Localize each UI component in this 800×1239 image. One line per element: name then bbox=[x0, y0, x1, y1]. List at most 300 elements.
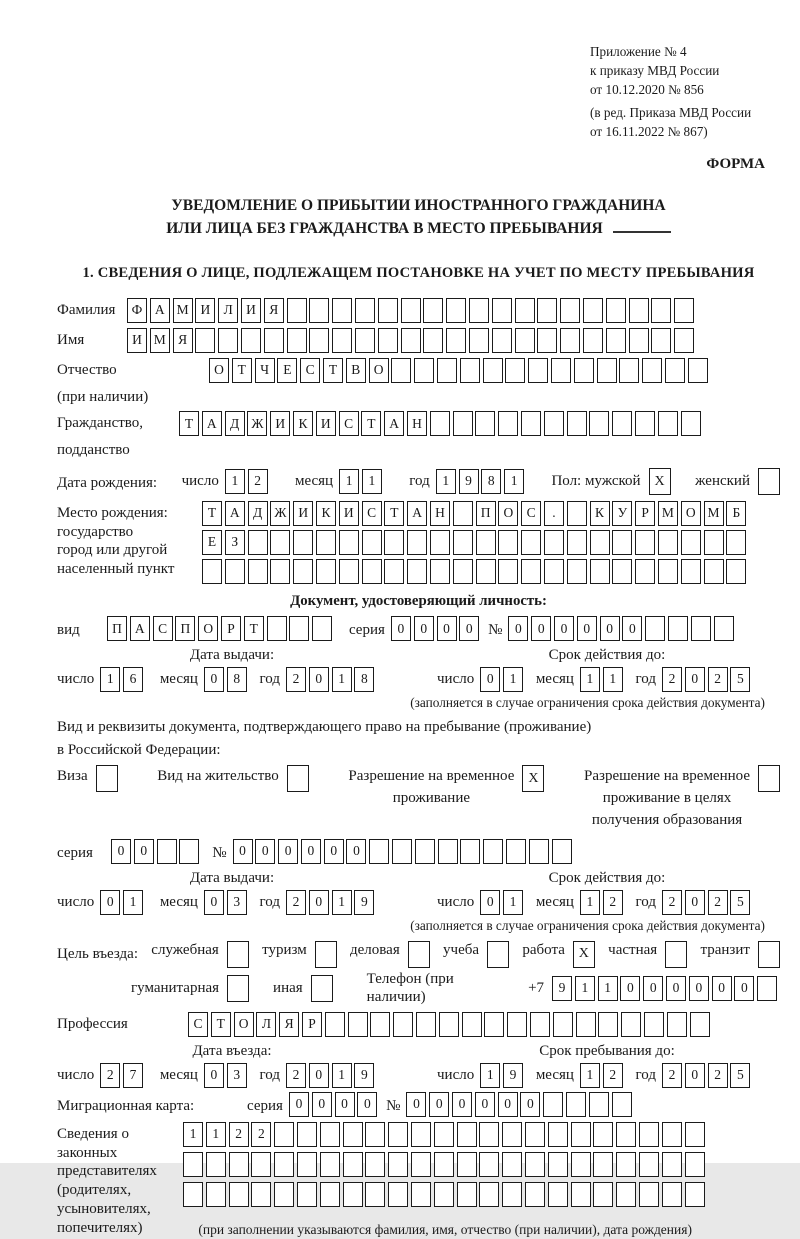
form-cell[interactable] bbox=[529, 839, 549, 864]
form-cell[interactable]: Ч bbox=[255, 358, 275, 383]
form-cell[interactable]: Б bbox=[726, 501, 746, 526]
form-cell[interactable]: А bbox=[384, 411, 404, 436]
form-cell[interactable] bbox=[571, 1152, 591, 1177]
form-cell[interactable] bbox=[457, 1182, 477, 1207]
form-cell[interactable] bbox=[658, 530, 678, 555]
form-cell[interactable] bbox=[665, 358, 685, 383]
form-cell[interactable]: И bbox=[316, 411, 336, 436]
form-cell[interactable] bbox=[544, 559, 564, 584]
form-cell[interactable] bbox=[668, 616, 688, 641]
checkbox-female[interactable] bbox=[758, 468, 780, 495]
form-cell[interactable]: 6 bbox=[123, 667, 143, 692]
form-cell[interactable] bbox=[567, 411, 587, 436]
form-cell[interactable] bbox=[270, 530, 290, 555]
form-cell[interactable]: Т bbox=[232, 358, 252, 383]
form-cell[interactable] bbox=[325, 1012, 345, 1037]
form-cell[interactable] bbox=[365, 1152, 385, 1177]
form-cell[interactable]: 0 bbox=[357, 1092, 377, 1117]
form-cell[interactable] bbox=[407, 559, 427, 584]
form-cell[interactable] bbox=[525, 1122, 545, 1147]
form-cell[interactable] bbox=[651, 298, 671, 323]
checkbox-commercial[interactable] bbox=[408, 941, 430, 968]
form-cell[interactable] bbox=[612, 411, 632, 436]
form-cell[interactable]: 0 bbox=[414, 616, 434, 641]
form-cell[interactable]: М bbox=[150, 328, 170, 353]
form-cell[interactable]: Т bbox=[202, 501, 222, 526]
form-cell[interactable]: 0 bbox=[312, 1092, 332, 1117]
form-cell[interactable]: 1 bbox=[580, 890, 600, 915]
form-cell[interactable] bbox=[378, 298, 398, 323]
form-cell[interactable] bbox=[704, 530, 724, 555]
form-cell[interactable] bbox=[462, 1012, 482, 1037]
form-cell[interactable]: А bbox=[150, 298, 170, 323]
checkbox-private[interactable] bbox=[665, 941, 687, 968]
form-cell[interactable] bbox=[644, 1012, 664, 1037]
form-cell[interactable] bbox=[332, 328, 352, 353]
form-cell[interactable]: 1 bbox=[206, 1122, 226, 1147]
form-cell[interactable] bbox=[355, 328, 375, 353]
form-cell[interactable] bbox=[567, 501, 587, 526]
form-cell[interactable]: О bbox=[369, 358, 389, 383]
form-cell[interactable] bbox=[453, 501, 473, 526]
form-cell[interactable] bbox=[430, 559, 450, 584]
form-cell[interactable]: О bbox=[681, 501, 701, 526]
form-cell[interactable]: Р bbox=[221, 616, 241, 641]
form-cell[interactable]: С bbox=[339, 411, 359, 436]
checkbox-business[interactable] bbox=[227, 941, 249, 968]
form-cell[interactable]: 2 bbox=[662, 667, 682, 692]
form-cell[interactable] bbox=[726, 530, 746, 555]
form-cell[interactable]: 0 bbox=[600, 616, 620, 641]
form-cell[interactable] bbox=[621, 1012, 641, 1037]
form-cell[interactable]: 2 bbox=[708, 1063, 728, 1088]
form-cell[interactable] bbox=[457, 1152, 477, 1177]
form-cell[interactable]: 0 bbox=[278, 839, 298, 864]
form-cell[interactable]: 1 bbox=[332, 1063, 352, 1088]
form-cell[interactable] bbox=[355, 298, 375, 323]
form-cell[interactable]: Я bbox=[264, 298, 284, 323]
form-cell[interactable]: 0 bbox=[685, 667, 705, 692]
form-cell[interactable]: 0 bbox=[111, 839, 131, 864]
form-cell[interactable]: И bbox=[241, 298, 261, 323]
form-cell[interactable]: 5 bbox=[730, 667, 750, 692]
form-cell[interactable]: 0 bbox=[346, 839, 366, 864]
form-cell[interactable]: 2 bbox=[603, 890, 623, 915]
form-cell[interactable]: 1 bbox=[339, 469, 359, 494]
form-cell[interactable]: Т bbox=[211, 1012, 231, 1037]
form-cell[interactable] bbox=[548, 1122, 568, 1147]
form-cell[interactable]: 9 bbox=[552, 976, 572, 1001]
form-cell[interactable] bbox=[460, 358, 480, 383]
form-cell[interactable] bbox=[593, 1182, 613, 1207]
form-cell[interactable]: 1 bbox=[332, 890, 352, 915]
form-cell[interactable]: 0 bbox=[391, 616, 411, 641]
form-cell[interactable]: 1 bbox=[575, 976, 595, 1001]
form-cell[interactable] bbox=[691, 616, 711, 641]
checkbox-other[interactable] bbox=[311, 975, 333, 1002]
form-cell[interactable] bbox=[567, 559, 587, 584]
form-cell[interactable] bbox=[658, 559, 678, 584]
form-cell[interactable]: О bbox=[234, 1012, 254, 1037]
form-cell[interactable] bbox=[469, 328, 489, 353]
form-cell[interactable]: 1 bbox=[603, 667, 623, 692]
form-cell[interactable]: 0 bbox=[643, 976, 663, 1001]
form-cell[interactable] bbox=[498, 530, 518, 555]
form-cell[interactable] bbox=[411, 1122, 431, 1147]
form-cell[interactable] bbox=[320, 1182, 340, 1207]
form-cell[interactable]: 2 bbox=[286, 1063, 306, 1088]
form-cell[interactable] bbox=[287, 298, 307, 323]
form-cell[interactable] bbox=[505, 358, 525, 383]
form-cell[interactable] bbox=[267, 616, 287, 641]
form-cell[interactable]: 1 bbox=[436, 469, 456, 494]
form-cell[interactable]: . bbox=[544, 501, 564, 526]
form-cell[interactable] bbox=[685, 1122, 705, 1147]
form-cell[interactable] bbox=[515, 328, 535, 353]
form-cell[interactable]: 2 bbox=[286, 667, 306, 692]
form-cell[interactable] bbox=[681, 530, 701, 555]
form-cell[interactable] bbox=[401, 328, 421, 353]
form-cell[interactable]: И bbox=[195, 298, 215, 323]
form-cell[interactable]: 0 bbox=[204, 890, 224, 915]
form-cell[interactable] bbox=[415, 839, 435, 864]
form-cell[interactable]: Р bbox=[302, 1012, 322, 1037]
form-cell[interactable]: 0 bbox=[520, 1092, 540, 1117]
form-cell[interactable] bbox=[309, 328, 329, 353]
form-cell[interactable] bbox=[506, 839, 526, 864]
form-cell[interactable] bbox=[567, 530, 587, 555]
form-cell[interactable] bbox=[437, 358, 457, 383]
form-cell[interactable]: 1 bbox=[580, 667, 600, 692]
form-cell[interactable] bbox=[179, 839, 199, 864]
form-cell[interactable] bbox=[515, 298, 535, 323]
form-cell[interactable] bbox=[726, 559, 746, 584]
form-cell[interactable] bbox=[312, 616, 332, 641]
form-cell[interactable] bbox=[229, 1182, 249, 1207]
form-cell[interactable] bbox=[606, 328, 626, 353]
form-cell[interactable] bbox=[388, 1152, 408, 1177]
form-cell[interactable] bbox=[202, 559, 222, 584]
form-cell[interactable]: 2 bbox=[708, 890, 728, 915]
form-cell[interactable]: 1 bbox=[362, 469, 382, 494]
form-cell[interactable]: 9 bbox=[354, 890, 374, 915]
form-cell[interactable]: К bbox=[590, 501, 610, 526]
form-cell[interactable]: 0 bbox=[712, 976, 732, 1001]
form-cell[interactable] bbox=[293, 559, 313, 584]
form-cell[interactable]: 8 bbox=[481, 469, 501, 494]
form-cell[interactable] bbox=[430, 411, 450, 436]
form-cell[interactable] bbox=[492, 328, 512, 353]
form-cell[interactable]: 7 bbox=[123, 1063, 143, 1088]
form-cell[interactable] bbox=[401, 298, 421, 323]
form-cell[interactable] bbox=[521, 411, 541, 436]
form-cell[interactable]: 2 bbox=[251, 1122, 271, 1147]
form-cell[interactable] bbox=[370, 1012, 390, 1037]
form-cell[interactable] bbox=[343, 1122, 363, 1147]
form-cell[interactable] bbox=[616, 1152, 636, 1177]
form-cell[interactable]: 1 bbox=[598, 976, 618, 1001]
form-cell[interactable]: 0 bbox=[309, 1063, 329, 1088]
form-cell[interactable] bbox=[566, 1092, 586, 1117]
form-cell[interactable] bbox=[690, 1012, 710, 1037]
form-cell[interactable] bbox=[576, 1012, 596, 1037]
form-cell[interactable] bbox=[635, 530, 655, 555]
checkbox-work[interactable]: X bbox=[573, 941, 595, 968]
form-cell[interactable] bbox=[635, 411, 655, 436]
form-cell[interactable] bbox=[685, 1182, 705, 1207]
form-cell[interactable] bbox=[757, 976, 777, 1001]
form-cell[interactable]: 2 bbox=[708, 667, 728, 692]
form-cell[interactable] bbox=[619, 358, 639, 383]
form-cell[interactable] bbox=[642, 358, 662, 383]
form-cell[interactable] bbox=[274, 1122, 294, 1147]
form-cell[interactable]: 0 bbox=[480, 890, 500, 915]
form-cell[interactable] bbox=[348, 1012, 368, 1037]
form-cell[interactable] bbox=[667, 1012, 687, 1037]
form-cell[interactable]: 8 bbox=[354, 667, 374, 692]
form-cell[interactable]: О bbox=[209, 358, 229, 383]
form-cell[interactable] bbox=[206, 1152, 226, 1177]
form-cell[interactable]: 2 bbox=[100, 1063, 120, 1088]
form-cell[interactable] bbox=[430, 530, 450, 555]
form-cell[interactable]: 0 bbox=[233, 839, 253, 864]
form-cell[interactable]: 1 bbox=[225, 469, 245, 494]
form-cell[interactable] bbox=[616, 1182, 636, 1207]
form-cell[interactable] bbox=[521, 530, 541, 555]
form-cell[interactable] bbox=[446, 298, 466, 323]
form-cell[interactable] bbox=[479, 1122, 499, 1147]
form-cell[interactable] bbox=[525, 1182, 545, 1207]
form-cell[interactable]: С bbox=[521, 501, 541, 526]
form-cell[interactable]: 0 bbox=[685, 1063, 705, 1088]
form-cell[interactable] bbox=[598, 1012, 618, 1037]
form-cell[interactable] bbox=[583, 328, 603, 353]
form-cell[interactable]: Т bbox=[244, 616, 264, 641]
form-cell[interactable] bbox=[552, 839, 572, 864]
form-cell[interactable] bbox=[446, 328, 466, 353]
form-cell[interactable]: Т bbox=[361, 411, 381, 436]
form-cell[interactable]: 3 bbox=[227, 890, 247, 915]
form-cell[interactable] bbox=[414, 358, 434, 383]
form-cell[interactable]: 0 bbox=[685, 890, 705, 915]
form-cell[interactable]: 2 bbox=[229, 1122, 249, 1147]
form-cell[interactable] bbox=[343, 1152, 363, 1177]
form-cell[interactable]: К bbox=[293, 411, 313, 436]
form-cell[interactable]: П bbox=[175, 616, 195, 641]
form-cell[interactable]: К bbox=[316, 501, 336, 526]
form-cell[interactable] bbox=[293, 530, 313, 555]
form-cell[interactable] bbox=[635, 559, 655, 584]
form-cell[interactable] bbox=[362, 530, 382, 555]
form-cell[interactable] bbox=[639, 1152, 659, 1177]
form-cell[interactable]: И bbox=[127, 328, 147, 353]
form-cell[interactable]: 2 bbox=[603, 1063, 623, 1088]
form-cell[interactable] bbox=[388, 1182, 408, 1207]
form-cell[interactable]: 9 bbox=[503, 1063, 523, 1088]
form-cell[interactable]: З bbox=[225, 530, 245, 555]
form-cell[interactable] bbox=[297, 1152, 317, 1177]
form-cell[interactable] bbox=[248, 559, 268, 584]
form-cell[interactable]: 5 bbox=[730, 1063, 750, 1088]
form-cell[interactable] bbox=[411, 1152, 431, 1177]
form-cell[interactable] bbox=[681, 411, 701, 436]
form-cell[interactable]: 1 bbox=[580, 1063, 600, 1088]
form-cell[interactable] bbox=[571, 1122, 591, 1147]
form-cell[interactable]: 0 bbox=[480, 667, 500, 692]
form-cell[interactable]: 2 bbox=[286, 890, 306, 915]
form-cell[interactable]: 1 bbox=[100, 667, 120, 692]
form-cell[interactable]: 0 bbox=[100, 890, 120, 915]
form-cell[interactable]: 0 bbox=[577, 616, 597, 641]
form-cell[interactable] bbox=[548, 1152, 568, 1177]
form-cell[interactable] bbox=[560, 328, 580, 353]
form-cell[interactable] bbox=[502, 1152, 522, 1177]
form-cell[interactable]: 0 bbox=[622, 616, 642, 641]
form-cell[interactable]: И bbox=[270, 411, 290, 436]
form-cell[interactable]: 0 bbox=[452, 1092, 472, 1117]
form-cell[interactable] bbox=[274, 1182, 294, 1207]
form-cell[interactable]: Е bbox=[202, 530, 222, 555]
form-cell[interactable] bbox=[434, 1182, 454, 1207]
form-cell[interactable]: С bbox=[188, 1012, 208, 1037]
form-cell[interactable] bbox=[423, 298, 443, 323]
form-cell[interactable]: 9 bbox=[459, 469, 479, 494]
form-cell[interactable] bbox=[502, 1122, 522, 1147]
form-cell[interactable] bbox=[438, 839, 458, 864]
form-cell[interactable]: 0 bbox=[406, 1092, 426, 1117]
form-cell[interactable]: 9 bbox=[354, 1063, 374, 1088]
form-cell[interactable]: 0 bbox=[204, 1063, 224, 1088]
form-cell[interactable] bbox=[606, 298, 626, 323]
form-cell[interactable] bbox=[492, 298, 512, 323]
form-cell[interactable] bbox=[365, 1182, 385, 1207]
form-cell[interactable] bbox=[316, 530, 336, 555]
form-cell[interactable]: 3 bbox=[227, 1063, 247, 1088]
form-cell[interactable]: 2 bbox=[662, 1063, 682, 1088]
form-cell[interactable] bbox=[612, 559, 632, 584]
form-cell[interactable] bbox=[616, 1122, 636, 1147]
form-cell[interactable] bbox=[629, 328, 649, 353]
form-cell[interactable] bbox=[297, 1182, 317, 1207]
form-cell[interactable]: М bbox=[658, 501, 678, 526]
form-cell[interactable] bbox=[423, 328, 443, 353]
form-cell[interactable]: 1 bbox=[503, 667, 523, 692]
form-cell[interactable]: 1 bbox=[504, 469, 524, 494]
checkbox-temporary-residence-education[interactable] bbox=[758, 765, 780, 792]
form-cell[interactable] bbox=[392, 839, 412, 864]
form-cell[interactable] bbox=[484, 1012, 504, 1037]
form-cell[interactable] bbox=[704, 559, 724, 584]
form-cell[interactable]: П bbox=[476, 501, 496, 526]
checkbox-male[interactable]: X bbox=[649, 468, 671, 495]
form-cell[interactable] bbox=[651, 328, 671, 353]
form-cell[interactable] bbox=[407, 530, 427, 555]
form-cell[interactable]: Я bbox=[279, 1012, 299, 1037]
form-cell[interactable] bbox=[537, 328, 557, 353]
form-cell[interactable]: 0 bbox=[508, 616, 528, 641]
form-cell[interactable]: О bbox=[198, 616, 218, 641]
form-cell[interactable] bbox=[674, 298, 694, 323]
form-cell[interactable] bbox=[274, 1152, 294, 1177]
checkbox-visa[interactable] bbox=[96, 765, 118, 792]
form-cell[interactable]: И bbox=[293, 501, 313, 526]
form-cell[interactable] bbox=[507, 1012, 527, 1037]
form-cell[interactable] bbox=[590, 559, 610, 584]
form-cell[interactable]: Л bbox=[218, 298, 238, 323]
form-cell[interactable] bbox=[662, 1182, 682, 1207]
form-cell[interactable]: 0 bbox=[459, 616, 479, 641]
form-cell[interactable] bbox=[320, 1152, 340, 1177]
form-cell[interactable] bbox=[251, 1152, 271, 1177]
form-cell[interactable] bbox=[639, 1182, 659, 1207]
form-cell[interactable]: Т bbox=[323, 358, 343, 383]
form-cell[interactable] bbox=[681, 559, 701, 584]
form-cell[interactable] bbox=[343, 1182, 363, 1207]
form-cell[interactable] bbox=[658, 411, 678, 436]
form-cell[interactable] bbox=[297, 1122, 317, 1147]
checkbox-transit[interactable] bbox=[758, 941, 780, 968]
form-cell[interactable] bbox=[525, 1152, 545, 1177]
form-cell[interactable] bbox=[439, 1012, 459, 1037]
form-cell[interactable] bbox=[662, 1152, 682, 1177]
form-cell[interactable] bbox=[378, 328, 398, 353]
form-cell[interactable] bbox=[218, 328, 238, 353]
form-cell[interactable]: 8 bbox=[227, 667, 247, 692]
form-cell[interactable] bbox=[225, 559, 245, 584]
form-cell[interactable] bbox=[612, 530, 632, 555]
form-cell[interactable] bbox=[270, 559, 290, 584]
form-cell[interactable] bbox=[553, 1012, 573, 1037]
form-cell[interactable]: 0 bbox=[666, 976, 686, 1001]
form-cell[interactable]: 0 bbox=[437, 616, 457, 641]
form-cell[interactable] bbox=[206, 1182, 226, 1207]
form-cell[interactable]: 0 bbox=[689, 976, 709, 1001]
form-cell[interactable]: 2 bbox=[662, 890, 682, 915]
form-cell[interactable]: 1 bbox=[332, 667, 352, 692]
form-cell[interactable]: 0 bbox=[204, 667, 224, 692]
form-cell[interactable]: Е bbox=[277, 358, 297, 383]
form-cell[interactable]: 0 bbox=[335, 1092, 355, 1117]
form-cell[interactable] bbox=[332, 298, 352, 323]
form-cell[interactable]: Т bbox=[384, 501, 404, 526]
form-cell[interactable] bbox=[548, 1182, 568, 1207]
checkbox-tourism[interactable] bbox=[315, 941, 337, 968]
form-cell[interactable] bbox=[434, 1122, 454, 1147]
form-cell[interactable] bbox=[388, 1122, 408, 1147]
form-cell[interactable] bbox=[369, 839, 389, 864]
form-cell[interactable] bbox=[590, 530, 610, 555]
form-cell[interactable] bbox=[411, 1182, 431, 1207]
form-cell[interactable] bbox=[479, 1182, 499, 1207]
form-cell[interactable] bbox=[685, 1152, 705, 1177]
form-cell[interactable] bbox=[264, 328, 284, 353]
form-cell[interactable]: 0 bbox=[620, 976, 640, 1001]
form-cell[interactable]: С bbox=[300, 358, 320, 383]
form-cell[interactable] bbox=[544, 530, 564, 555]
form-cell[interactable]: 0 bbox=[475, 1092, 495, 1117]
form-cell[interactable]: Я bbox=[173, 328, 193, 353]
form-cell[interactable] bbox=[251, 1182, 271, 1207]
form-cell[interactable] bbox=[498, 559, 518, 584]
form-cell[interactable]: 5 bbox=[730, 890, 750, 915]
checkbox-study[interactable] bbox=[487, 941, 509, 968]
form-cell[interactable] bbox=[460, 839, 480, 864]
form-cell[interactable] bbox=[309, 298, 329, 323]
form-cell[interactable]: А bbox=[225, 501, 245, 526]
form-cell[interactable] bbox=[384, 530, 404, 555]
form-cell[interactable] bbox=[453, 530, 473, 555]
form-cell[interactable]: 0 bbox=[734, 976, 754, 1001]
